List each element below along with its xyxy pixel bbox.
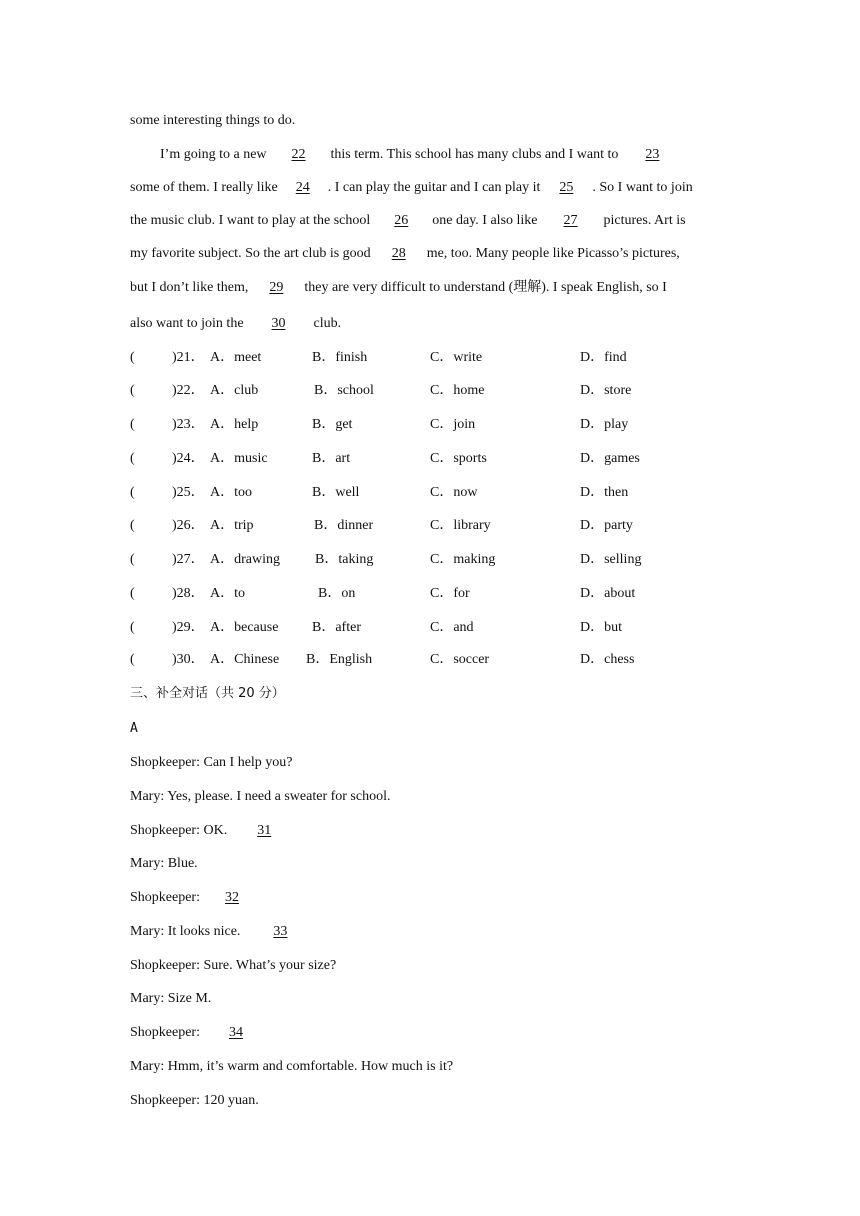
- blank-27[interactable]: 27: [563, 213, 578, 228]
- answer-bracket[interactable]: (: [130, 383, 135, 398]
- dialogue-line-1: [130, 754, 293, 772]
- option-a[interactable]: A．drawing: [210, 552, 280, 567]
- option-b[interactable]: B．well: [312, 485, 360, 500]
- option-d[interactable]: D．chess: [580, 652, 635, 667]
- dialogue-line-6: [130, 923, 320, 941]
- passage-text: me, too. Many people like Picasso’s pictures,: [426, 246, 680, 261]
- passage-line-2: [130, 179, 693, 197]
- dialogue-text: Shopkeeper:: [130, 1025, 200, 1040]
- dialogue-line-3: [130, 822, 301, 840]
- option-b[interactable]: B．English: [306, 652, 373, 667]
- blank-31[interactable]: 31: [257, 823, 272, 838]
- passage-text: some of them. I really like: [130, 180, 278, 195]
- passage-line-3: [130, 212, 686, 230]
- option-a[interactable]: A．Chinese: [210, 652, 280, 667]
- question-number: )25．: [172, 485, 205, 500]
- answer-bracket[interactable]: (: [130, 518, 135, 533]
- option-b[interactable]: B．finish: [312, 350, 368, 365]
- dialogue-line-7: [130, 957, 336, 975]
- option-b[interactable]: B．dinner: [314, 518, 374, 533]
- question-number: )24．: [172, 451, 205, 466]
- blank-32[interactable]: 32: [224, 890, 239, 905]
- passage-line-5: [130, 279, 667, 297]
- option-b[interactable]: B．on: [318, 586, 356, 601]
- option-b[interactable]: B．art: [312, 451, 351, 466]
- option-a[interactable]: A．because: [210, 620, 279, 635]
- option-b[interactable]: B．after: [312, 620, 361, 635]
- option-c[interactable]: C．join: [430, 417, 476, 432]
- option-c[interactable]: C．for: [430, 586, 470, 601]
- question-number: )21．: [172, 350, 205, 365]
- blank-22[interactable]: 22: [291, 147, 306, 162]
- passage-text: they are very difficult to understand (理解). I speak English, so I: [304, 280, 667, 295]
- option-a[interactable]: A．meet: [210, 350, 262, 365]
- question-number: )30．: [172, 652, 205, 667]
- option-a[interactable]: A．too: [210, 485, 252, 500]
- option-c[interactable]: C．library: [430, 518, 491, 533]
- option-a[interactable]: A．help: [210, 417, 259, 432]
- dialogue-text: Mary: Blue.: [130, 856, 198, 871]
- blank-26[interactable]: 26: [394, 213, 409, 228]
- question-number: )22．: [172, 383, 205, 398]
- option-c[interactable]: C．soccer: [430, 652, 490, 667]
- passage-text: club.: [313, 316, 342, 331]
- passage-text: my favorite subject. So the art club is good: [130, 246, 371, 261]
- question-number: )26．: [172, 518, 205, 533]
- passage-text: . So I want to join: [592, 180, 693, 195]
- answer-bracket[interactable]: (: [130, 552, 135, 567]
- part-label-text: A: [130, 721, 138, 736]
- blank-34[interactable]: 34: [228, 1025, 243, 1040]
- blank-30[interactable]: 30: [271, 316, 286, 331]
- dialogue-text: Mary: Yes, please. I need a sweater for school.: [130, 789, 391, 804]
- dialogue-text: Mary: Hmm, it’s warm and comfortable. How much is it?: [130, 1059, 454, 1074]
- dialogue-line-10: [130, 1058, 453, 1076]
- question-number: )23．: [172, 417, 205, 432]
- option-d[interactable]: D．selling: [580, 552, 642, 567]
- option-d[interactable]: D．party: [580, 518, 633, 533]
- option-c[interactable]: C．and: [430, 620, 474, 635]
- passage-text: but I don’t like them,: [130, 280, 249, 295]
- dialogue-text: Mary: Size M.: [130, 991, 212, 1006]
- blank-29[interactable]: 29: [269, 280, 284, 295]
- passage-text: this term. This school has many clubs and I want to: [330, 147, 619, 162]
- option-d[interactable]: D．store: [580, 383, 632, 398]
- blank-28[interactable]: 28: [391, 246, 406, 261]
- passage-text: one day. I also like: [432, 213, 538, 228]
- option-d[interactable]: D．but: [580, 620, 622, 635]
- option-a[interactable]: A．trip: [210, 518, 254, 533]
- passage-text: also want to join the: [130, 316, 244, 331]
- answer-bracket[interactable]: (: [130, 485, 135, 500]
- option-c[interactable]: C．sports: [430, 451, 487, 466]
- option-d[interactable]: D．about: [580, 586, 636, 601]
- dialogue-text: Shopkeeper: Sure. What’s your size?: [130, 958, 337, 973]
- option-b[interactable]: B．school: [314, 383, 374, 398]
- dialogue-text: Shopkeeper: Can I help you?: [130, 755, 293, 770]
- passage-text: . I can play the guitar and I can play it: [327, 180, 541, 195]
- dialogue-text: Shopkeeper: OK.: [130, 823, 228, 838]
- passage-text: pictures. Art is: [603, 213, 686, 228]
- passage-line-6: [130, 315, 341, 333]
- dialogue-line-8: [130, 990, 211, 1008]
- question-number: )28．: [172, 586, 205, 601]
- answer-bracket[interactable]: (: [130, 451, 135, 466]
- dialogue-line-2: [130, 788, 390, 806]
- passage-text: some interesting things to do.: [130, 113, 296, 128]
- blank-23[interactable]: 23: [645, 147, 660, 162]
- dialogue-line-11: [130, 1092, 259, 1110]
- question-number: )27．: [172, 552, 205, 567]
- option-c[interactable]: C．now: [430, 485, 478, 500]
- option-b[interactable]: B．taking: [315, 552, 374, 567]
- part-label: [130, 720, 138, 738]
- dialogue-text: Shopkeeper: 120 yuan.: [130, 1093, 259, 1108]
- option-d[interactable]: D．then: [580, 485, 629, 500]
- dialogue-text: Mary: It looks nice.: [130, 924, 241, 939]
- dialogue-line-5: [130, 889, 264, 907]
- passage-line-4: [130, 245, 680, 263]
- question-number: )29．: [172, 620, 205, 635]
- blank-25[interactable]: 25: [559, 180, 574, 195]
- passage-line-1: [160, 146, 686, 164]
- dialogue-text: Shopkeeper:: [130, 890, 200, 905]
- answer-bracket[interactable]: (: [130, 586, 135, 601]
- option-a[interactable]: A．club: [210, 383, 259, 398]
- option-c[interactable]: C．write: [430, 350, 483, 365]
- passage-line-0: [130, 112, 295, 130]
- option-a[interactable]: A．music: [210, 451, 268, 466]
- blank-33[interactable]: 33: [273, 924, 288, 939]
- option-d[interactable]: D．play: [580, 417, 629, 432]
- option-d[interactable]: D．games: [580, 451, 640, 466]
- option-c[interactable]: C．home: [430, 383, 485, 398]
- passage-text: I’m going to a new: [160, 147, 267, 162]
- passage-text: the music club. I want to play at the school: [130, 213, 371, 228]
- option-d[interactable]: D．find: [580, 350, 627, 365]
- answer-bracket[interactable]: (: [130, 652, 135, 667]
- section-heading-text: 三、补全对话（共 20 分）: [130, 686, 285, 701]
- section-heading: [130, 685, 285, 703]
- answer-bracket[interactable]: (: [130, 350, 135, 365]
- dialogue-line-4: [130, 855, 198, 873]
- answer-bracket[interactable]: (: [130, 417, 135, 432]
- option-b[interactable]: B．get: [312, 417, 353, 432]
- option-c[interactable]: C．making: [430, 552, 496, 567]
- dialogue-line-9: [130, 1024, 272, 1042]
- answer-bracket[interactable]: (: [130, 620, 135, 635]
- blank-24[interactable]: 24: [295, 180, 310, 195]
- option-a[interactable]: A．to: [210, 586, 245, 601]
